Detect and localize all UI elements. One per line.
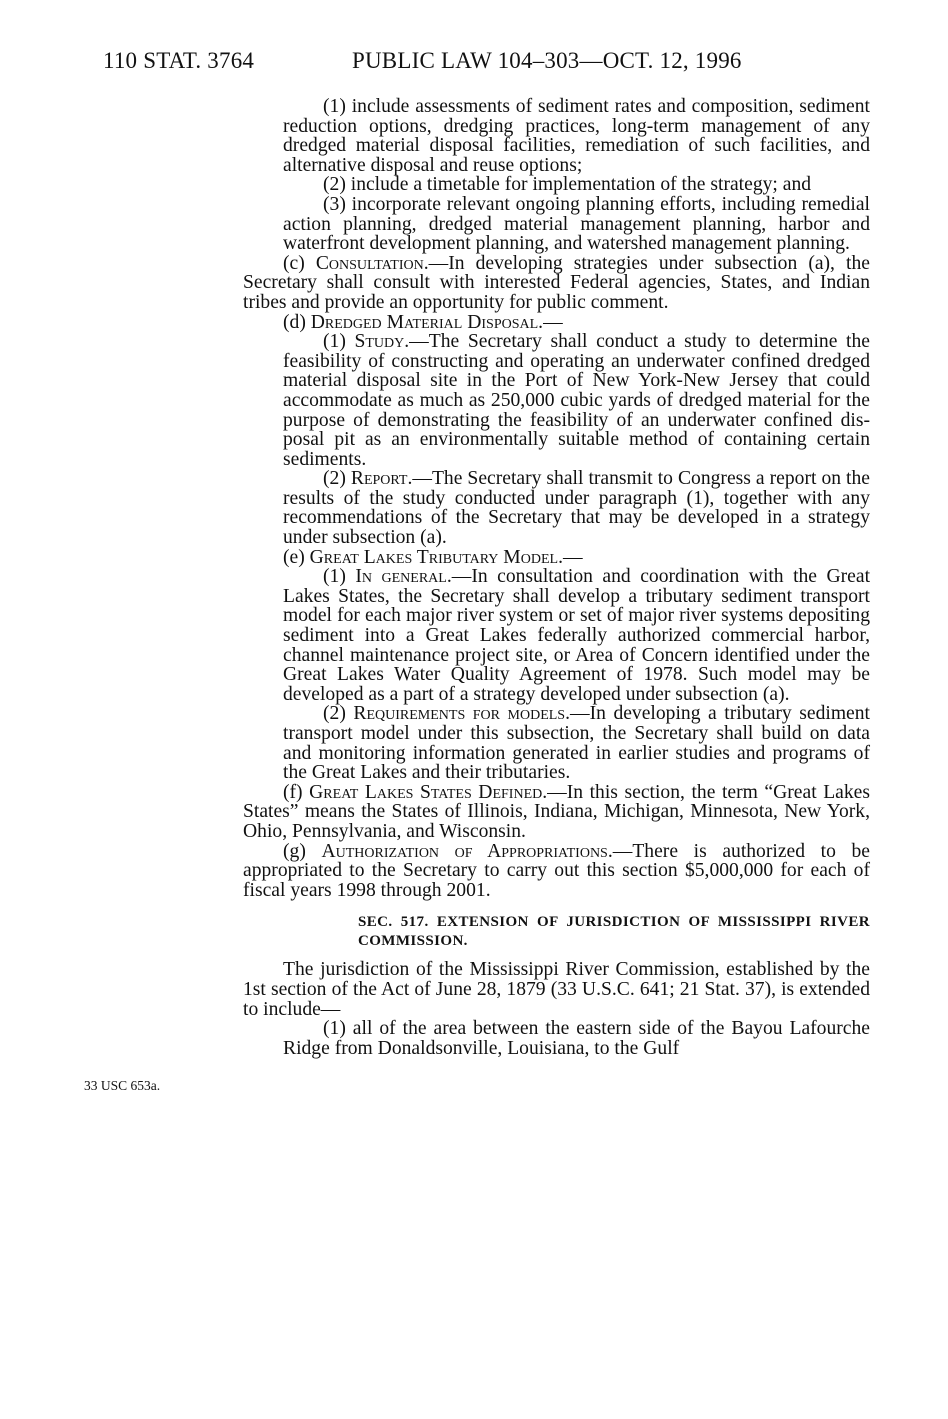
- subsection-e-1-heading: In general: [355, 566, 447, 588]
- subsection-d-label: (d): [283, 311, 311, 333]
- subsection-e-2-text: .—In developing a tributary sediment transport model under this subsection, the Secretary shall build on data and monitoring information generated in earlier studies and programs of the Great Lakes and their tributaries.: [283, 703, 870, 784]
- subsection-e-label: (e): [283, 546, 310, 568]
- subsection-g-heading: Authorization of Appropriations: [321, 840, 608, 862]
- subsection-e-dash: .—: [558, 546, 583, 568]
- page-header: [103, 48, 870, 76]
- section-517-item-1: (1) all of the area between the eastern side of the Bayou Lafourche Ridge from Donaldsonville, Louisiana, to the Gulf: [283, 1018, 870, 1059]
- subsection-d-1-heading: Study: [354, 331, 405, 353]
- paragraph-1: (1) include assessments of sediment rates and composition, sediment reduction options, dredging practices, long-term management of any dredged material disposal facilities, remediation of such facilities, and alternative disposal and reuse options;: [283, 96, 870, 176]
- section-517-intro: The jurisdiction of the Mississippi River Commission, established by the 1st section of the Act of June 28, 1879 (33 U.S.C. 641; 21 Stat. 37), is extended to include—: [243, 959, 870, 1020]
- subsection-d-2-heading: Report: [350, 468, 408, 490]
- subsection-d-1: [243, 332, 870, 469]
- subsection-e: [243, 548, 870, 568]
- subsection-d-dash: .—: [538, 311, 563, 333]
- law-citation: PUBLIC LAW 104–303—OCT. 12, 1996: [352, 48, 742, 73]
- subsection-e-2-heading: Requirements for models: [353, 703, 566, 725]
- paragraph-2: (2) include a timetable for implementation of the strategy; and: [323, 174, 812, 196]
- subsection-g-label: (g): [283, 840, 322, 862]
- subsection-d-2-text: .—The Secretary shall transmit to Congress a report on the results of the study conducted under paragraph (1), together with any recommendations of the Secretary that may be developed in a strategy under subsection (a).: [283, 468, 870, 549]
- subsection-c-label: (c): [283, 252, 316, 274]
- statute-body: [243, 97, 870, 1058]
- subsection-d-2: [243, 469, 870, 547]
- subsection-e-1-text: .—In consultation and coordination with the Great Lakes States, the Secretary shall develop a tributary sediment transport model for each major river system or set of major river systems depositing sediment into a Great Lakes federally authorized commercial harbor, channel maintenance project site, or Area of Concern identified under the Great Lakes Water Quality Agreement of 1978. Such model may be developed as a part of a strategy developed under subsection (a).: [283, 566, 871, 705]
- section-517-heading: SEC. 517. EXTENSION OF JURISDICTION OF MISSISSIPPI RIVER COMMISSION.: [358, 914, 870, 950]
- subsection-d: [243, 313, 870, 333]
- subsection-f-text: .—In this section, the term “Great Lakes States” means the States of Illinois, Indiana, Michigan, Minnesota, New York, Ohio, Pennsylvania, and Wisconsin.: [243, 781, 870, 842]
- subsection-c-text: .—In developing strategies under subsection (a), the Secretary shall consult with interested Federal agencies, States, and Indian tribes and provide an opportunity for public comment.: [243, 252, 870, 313]
- subsection-e-2-label: (2): [323, 703, 354, 725]
- subsection-f: [243, 783, 870, 842]
- subsection-c: [243, 254, 870, 313]
- subsection-e-1-label: (1): [323, 566, 356, 588]
- subsection-e-heading: Great Lakes Tributary Model: [309, 546, 559, 568]
- page-number: 110 STAT. 3764: [103, 48, 255, 73]
- subsection-d-1-label: (1): [323, 331, 355, 353]
- subsection-d-1-text: .—The Secretary shall conduct a study to determine the feasibility of constructing and operating an underwater confined dredged material disposal site in the Port of New York-New Jersey that could accommodate as much as 250,000 cubic yards of dredged material for the purpose of demonstrating the feasibility of an underwater confined disposal pit as an environmentally suitable method of containing certain sediments.: [283, 331, 870, 470]
- margin-citation: 33 USC 653a.: [84, 1078, 161, 1093]
- subsection-f-heading: Great Lakes States Defined: [309, 781, 543, 803]
- subsection-d-heading: Dredged Material Disposal: [310, 311, 539, 333]
- subsection-e-1: [243, 567, 870, 704]
- subsection-f-label: (f): [283, 781, 310, 803]
- subsection-g-text: .—There is authorized to be appropriated to the Secretary to carry out this section $5,000,000 for each of fiscal years 1998 through 2001.: [243, 840, 870, 901]
- subsection-c-heading: Consultation: [315, 252, 424, 274]
- paragraph-3: (3) incorporate relevant ongoing planning efforts, including remedial action planning, dredged material management planning, harbor and waterfront development planning, and watershed management planning.: [283, 193, 870, 255]
- subsection-d-2-label: (2): [323, 468, 351, 490]
- subsection-g: [243, 842, 870, 901]
- subsection-e-2: [243, 704, 870, 782]
